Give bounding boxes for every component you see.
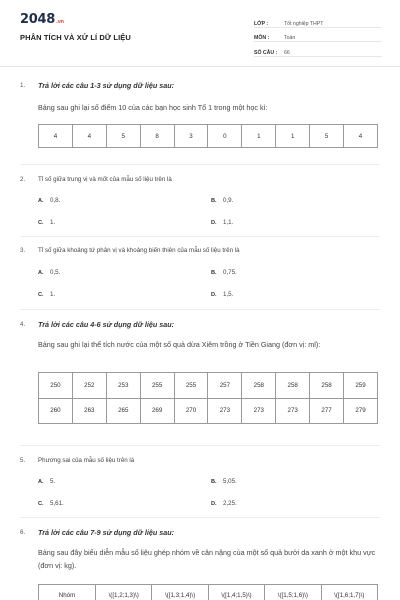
divider [20,517,380,518]
option-value: 1,5. [223,291,234,298]
header-divider [0,66,400,67]
question-description: Bảng sau ghi lại thể tích nước của một số quả dừa Xiêm trồng ở Tiền Giang (đơn vị: ml): [38,340,321,349]
table-cell: 269 [140,398,174,424]
question-text: Phương sai của mẫu số liệu trên là [38,457,135,464]
table-cell: 273 [242,398,276,424]
option-value: 0,9. [223,197,234,204]
option-value: 5,05. [223,478,237,485]
table-cell: 260 [39,398,73,424]
option-value: 0,8. [50,197,61,204]
option-value: 5,61. [50,500,64,507]
table-row [39,125,378,148]
question-number: 4. [20,321,26,328]
question-text: Tỉ số giữa trung vị và mốt của mẫu số liệu trên là [38,176,172,183]
meta-row-class [254,15,382,28]
table-header-cell: \([1,6;1,7)\) [321,585,377,600]
table-header-cell: Nhóm [39,585,96,600]
table-cell: 253 [106,373,140,399]
question-title: Trả lời các câu 1-3 sử dụng dữ liệu sau: [38,81,174,90]
table-cell: 4 [344,125,378,148]
table-header-cell: \([1,4;1,5)\) [208,585,264,600]
table-cell: 259 [344,373,378,399]
meta-row-subject [254,30,382,43]
table-cell: 252 [72,373,106,399]
data-table [38,372,378,424]
table-cell: 273 [208,398,242,424]
option-a[interactable] [38,197,60,204]
meta-value: 66 [284,49,290,56]
table-cell: 255 [140,373,174,399]
table-cell: 8 [140,125,174,148]
table-cell: 277 [310,398,344,424]
table-cell: 263 [72,398,106,424]
option-b[interactable] [211,478,237,485]
option-key: C. [38,220,44,226]
meta-value: Tốt nghiệp THPT [284,20,324,27]
table-cell: 265 [106,398,140,424]
option-value: 1,1. [223,219,234,226]
table-cell: 3 [174,125,208,148]
page-title: PHÂN TÍCH VÀ XỬ LÍ DỮ LIỆU [20,33,131,42]
meta-info [254,15,382,59]
option-d[interactable] [211,219,233,226]
table-cell: 255 [174,373,208,399]
option-c[interactable] [38,219,55,226]
table-cell: 1 [276,125,310,148]
table-header-cell: \([1,3;1,4)\) [152,585,208,600]
page-header [0,0,400,62]
question-number: 2. [20,176,26,183]
option-key: D. [211,292,217,298]
divider [20,309,380,310]
option-key: B. [211,198,217,204]
table-cell: 279 [344,398,378,424]
option-a[interactable] [38,478,55,485]
option-key: B. [211,479,217,485]
question-description: Bảng sau ghi lại số điểm 10 của các bạn học sinh Tổ 1 trong một học kì: [38,103,268,112]
meta-row-count [254,44,382,57]
option-key: C. [38,292,44,298]
meta-label: LỚP : [254,20,269,27]
meta-value: Toán [284,35,296,41]
table-cell: 273 [276,398,310,424]
question-title: Trả lời các câu 7-9 sử dụng dữ liệu sau: [38,528,174,537]
table-cell: 4 [39,125,73,148]
question-description: Bảng sau đây biểu diễn mẫu số liệu ghép nhóm về cân nặng của một số quả bưởi da xanh ở một khu vực (đơn vị: kg). [38,548,376,570]
table-cell: 250 [39,373,73,399]
option-key: D. [211,220,217,226]
table-cell: 258 [242,373,276,399]
option-b[interactable] [211,269,237,276]
site-logo[interactable] [20,12,64,27]
option-d[interactable] [211,500,237,507]
option-value: 5. [50,478,56,485]
data-table [38,124,378,148]
option-value: 2,25. [223,500,237,507]
option-value: 0,75. [223,269,237,276]
option-key: A. [38,479,44,485]
question-text: Tỉ số giữa khoảng tứ phân vị và khoảng biến thiên của mẫu số liệu trên là [38,247,240,254]
table-row [39,373,378,399]
table-cell: 258 [310,373,344,399]
option-c[interactable] [38,291,55,298]
option-value: 0,5. [50,269,61,276]
meta-label: MÔN : [254,35,270,41]
divider [20,445,380,446]
table-cell: 5 [106,125,140,148]
table-cell: 0 [208,125,242,148]
option-value: 1. [50,291,56,298]
option-d[interactable] [211,291,233,298]
option-key: D. [211,501,217,507]
option-a[interactable] [38,269,60,276]
table-header-cell: \([1,5;1,6)\) [265,585,321,600]
option-key: B. [211,270,217,276]
table-cell: 270 [174,398,208,424]
question-number: 5. [20,457,26,464]
meta-label: SỐ CÂU : [254,49,278,56]
option-key: A. [38,270,44,276]
option-c[interactable] [38,500,64,507]
table-cell: 258 [276,373,310,399]
option-b[interactable] [211,197,233,204]
option-value: 1. [50,219,56,226]
logo-text: 2048 [20,12,55,27]
question-number: 1. [20,82,26,89]
logo-suffix: .vn [55,19,64,25]
table-cell: 1 [242,125,276,148]
data-table [38,584,378,600]
option-key: A. [38,198,44,204]
table-row [39,585,378,600]
divider [20,164,380,165]
option-key: C. [38,501,44,507]
question-number: 6. [20,529,26,536]
table-cell: 5 [310,125,344,148]
table-cell: 257 [208,373,242,399]
table-row [39,398,378,424]
table-cell: 4 [72,125,106,148]
divider [20,236,380,237]
table-header-cell: \([1,2;1,3)\) [96,585,152,600]
question-title: Trả lời các câu 4-6 sử dụng dữ liệu sau: [38,320,174,329]
question-number: 3. [20,247,26,254]
